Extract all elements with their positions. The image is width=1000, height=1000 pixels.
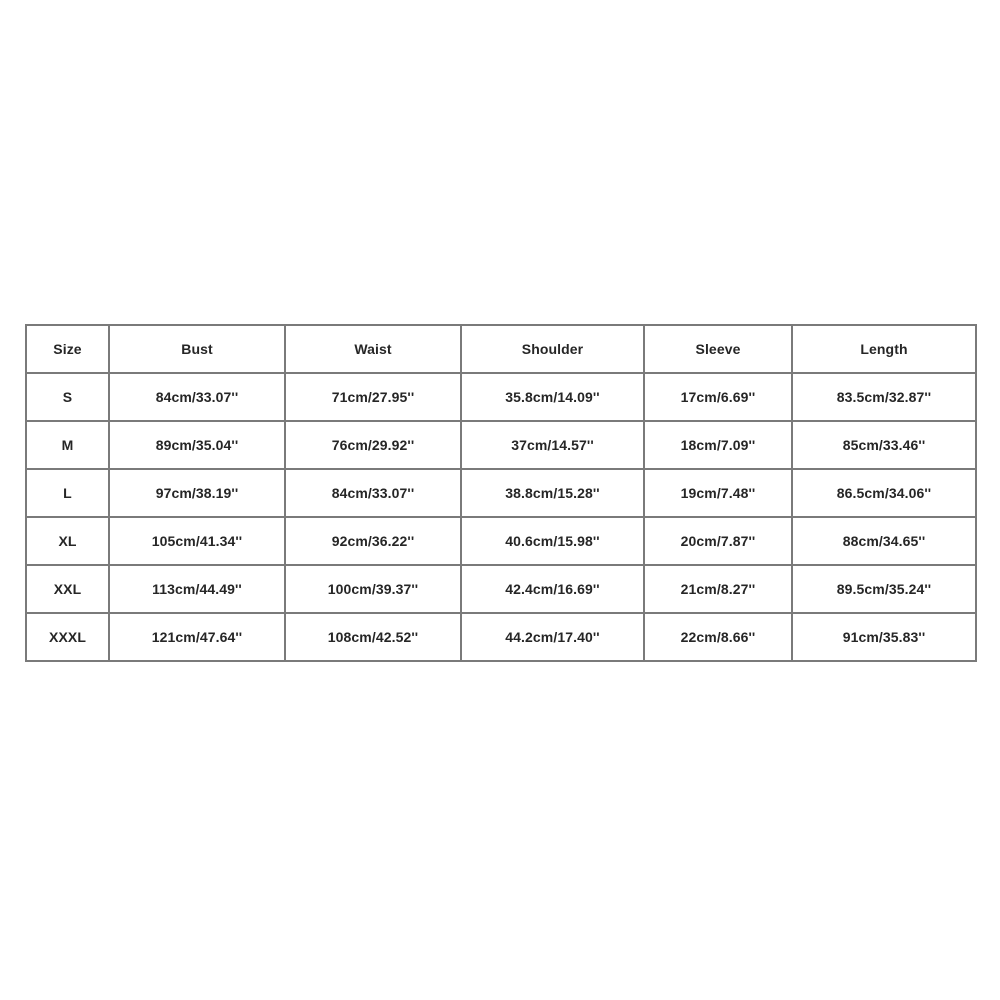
cell-waist: 100cm/39.37'' (285, 565, 461, 613)
cell-shoulder: 44.2cm/17.40'' (461, 613, 644, 661)
cell-length: 83.5cm/32.87'' (792, 373, 976, 421)
cell-size: L (26, 469, 109, 517)
cell-sleeve: 20cm/7.87'' (644, 517, 792, 565)
cell-length: 88cm/34.65'' (792, 517, 976, 565)
cell-size: S (26, 373, 109, 421)
header-cell-shoulder: Shoulder (461, 325, 644, 373)
cell-waist: 108cm/42.52'' (285, 613, 461, 661)
cell-bust: 84cm/33.07'' (109, 373, 285, 421)
cell-bust: 105cm/41.34'' (109, 517, 285, 565)
cell-bust: 113cm/44.49'' (109, 565, 285, 613)
cell-sleeve: 17cm/6.69'' (644, 373, 792, 421)
cell-size: M (26, 421, 109, 469)
cell-shoulder: 37cm/14.57'' (461, 421, 644, 469)
header-cell-bust: Bust (109, 325, 285, 373)
cell-length: 85cm/33.46'' (792, 421, 976, 469)
table-row (26, 517, 976, 565)
table-row (26, 565, 976, 613)
cell-sleeve: 18cm/7.09'' (644, 421, 792, 469)
cell-sleeve: 19cm/7.48'' (644, 469, 792, 517)
header-cell-waist: Waist (285, 325, 461, 373)
table-header-row (26, 325, 976, 373)
cell-length: 86.5cm/34.06'' (792, 469, 976, 517)
cell-size: XXXL (26, 613, 109, 661)
cell-shoulder: 40.6cm/15.98'' (461, 517, 644, 565)
cell-bust: 121cm/47.64'' (109, 613, 285, 661)
cell-sleeve: 21cm/8.27'' (644, 565, 792, 613)
cell-shoulder: 35.8cm/14.09'' (461, 373, 644, 421)
table-row (26, 373, 976, 421)
cell-waist: 92cm/36.22'' (285, 517, 461, 565)
header-cell-sleeve: Sleeve (644, 325, 792, 373)
cell-size: XL (26, 517, 109, 565)
header-cell-size: Size (26, 325, 109, 373)
cell-bust: 97cm/38.19'' (109, 469, 285, 517)
cell-shoulder: 38.8cm/15.28'' (461, 469, 644, 517)
cell-bust: 89cm/35.04'' (109, 421, 285, 469)
table-row (26, 469, 976, 517)
size-chart-table (25, 324, 977, 662)
cell-size: XXL (26, 565, 109, 613)
cell-shoulder: 42.4cm/16.69'' (461, 565, 644, 613)
cell-waist: 84cm/33.07'' (285, 469, 461, 517)
cell-waist: 71cm/27.95'' (285, 373, 461, 421)
cell-length: 91cm/35.83'' (792, 613, 976, 661)
cell-waist: 76cm/29.92'' (285, 421, 461, 469)
cell-length: 89.5cm/35.24'' (792, 565, 976, 613)
table-row (26, 421, 976, 469)
table-row (26, 613, 976, 661)
cell-sleeve: 22cm/8.66'' (644, 613, 792, 661)
header-cell-length: Length (792, 325, 976, 373)
